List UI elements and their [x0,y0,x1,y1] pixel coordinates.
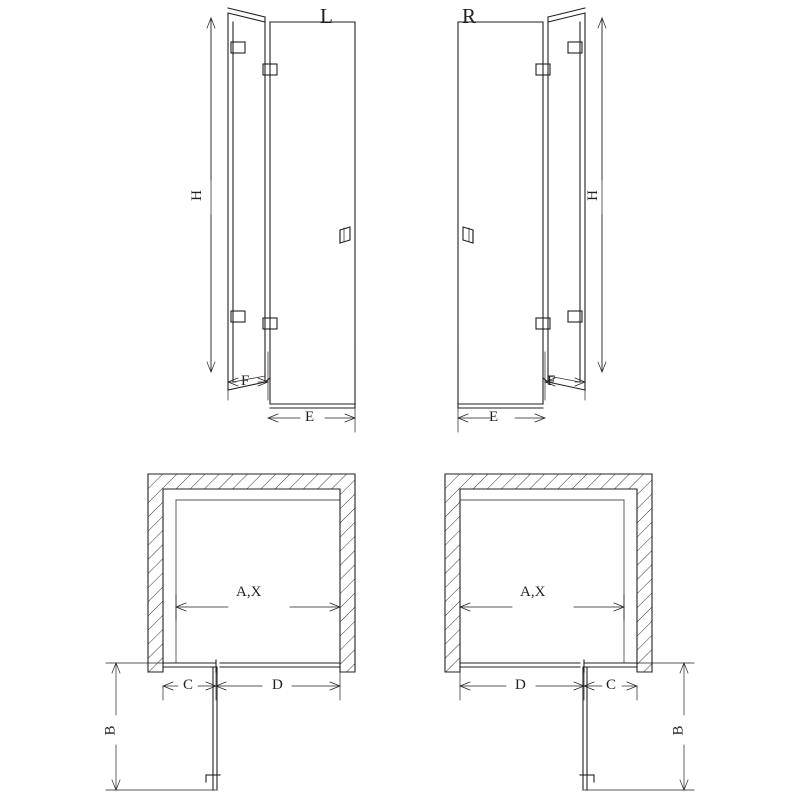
dimension-label-ax-right: A,X [520,584,546,600]
dimension-label-h-right: H [584,190,601,201]
dimension-label-c-right: C [606,677,617,693]
dimension-label-b-right: B [670,725,687,736]
dimension-label-h-left: H [188,190,205,201]
dimension-label-d-right: D [515,677,526,693]
variant-label-left: L [320,4,333,28]
dimension-label-e-left: E [305,409,315,425]
dimension-label-ax-left: A,X [236,584,262,600]
dimension-label-b-left: B [102,725,119,736]
dimension-label-c-left: C [183,677,194,693]
dimension-label-f-right: F [547,373,556,389]
dimension-label-e-right: E [489,409,499,425]
plan-right-group [445,474,694,790]
plan-left-group [102,474,355,790]
elevation-right-group [458,4,606,432]
dimension-label-f-left: F [241,373,250,389]
elevation-left-group [207,4,355,432]
variant-label-right: R [462,4,477,28]
dimension-label-d-left: D [272,677,283,693]
